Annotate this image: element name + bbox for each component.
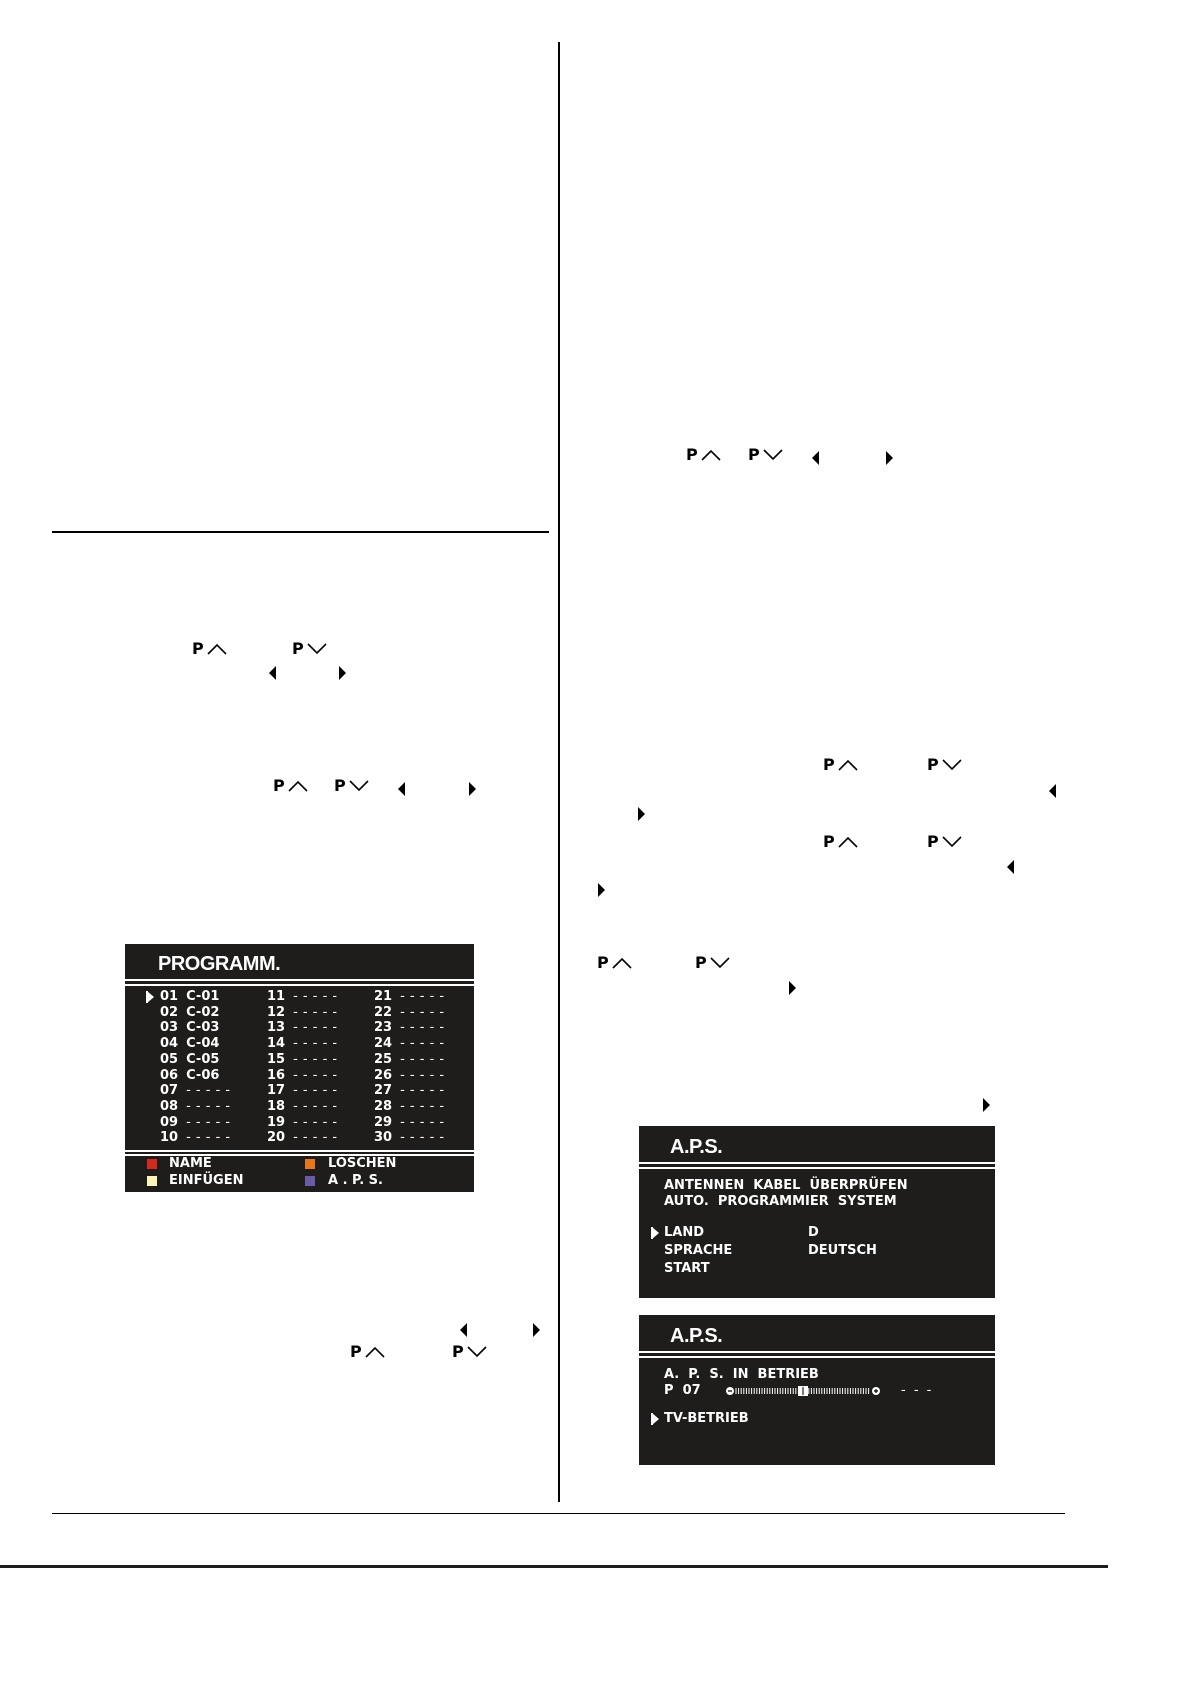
key-program-down: P	[334, 776, 369, 796]
channel-name: C-01	[186, 989, 220, 1004]
right-triangle-icon	[598, 883, 606, 897]
channel-number: 20	[267, 1130, 286, 1146]
aps-info-line-1: ANTENNEN KABEL ÜBERPRÜFEN	[664, 1178, 908, 1193]
key-program-up: P	[350, 1342, 385, 1362]
channel-number: 09	[160, 1114, 179, 1130]
channel-name: - - - - -	[293, 1130, 338, 1146]
key-right	[533, 1320, 541, 1340]
page-bottom-band	[0, 1565, 1108, 1568]
left-triangle-icon	[460, 1323, 468, 1337]
key-right	[469, 779, 477, 799]
key-left	[398, 779, 406, 799]
key-program-up: P	[273, 776, 308, 796]
osd-title: A.P.S.	[670, 1325, 723, 1347]
osd-divider	[639, 1167, 995, 1169]
aps-program-number: P 07	[664, 1383, 701, 1398]
key-program-down: P	[927, 755, 962, 775]
channel-number: 06	[160, 1067, 179, 1083]
channel-row[interactable]	[374, 1115, 445, 1131]
key-left	[1007, 857, 1015, 877]
channel-name: - - - - -	[400, 1130, 445, 1146]
menu-item-sprache[interactable]: SPRACHE	[664, 1243, 733, 1258]
key-program-down: P	[292, 639, 327, 659]
channel-row[interactable]	[267, 1068, 338, 1084]
channel-number: 11	[267, 989, 286, 1004]
left-triangle-icon	[269, 666, 277, 680]
aps-status: A. P. S. IN BETRIEB	[664, 1367, 819, 1382]
osd-divider	[639, 1162, 995, 1164]
osd-divider	[639, 1356, 995, 1358]
channel-name: - - - - -	[400, 1020, 445, 1036]
channel-number: 16	[267, 1067, 286, 1083]
footer-rule	[52, 1513, 1065, 1514]
key-program-up: P	[686, 445, 721, 465]
channel-number: 29	[374, 1114, 393, 1130]
channel-name: - - - - -	[293, 1004, 338, 1020]
chevron-down-icon	[349, 780, 369, 792]
channel-name: - - - - -	[400, 1036, 445, 1052]
key-program-down: P	[452, 1342, 487, 1362]
channel-row[interactable]	[374, 1068, 445, 1084]
channel-number: 08	[160, 1098, 179, 1114]
land-value: D	[808, 1225, 819, 1240]
channel-row[interactable]	[160, 1083, 231, 1099]
osd-title: PROGRAMM.	[158, 953, 281, 975]
channel-name: - - - - -	[293, 989, 338, 1004]
key-right	[598, 880, 606, 900]
channel-row[interactable]	[374, 1099, 445, 1115]
key-left	[812, 448, 820, 468]
key-program-up: P	[597, 953, 632, 973]
channel-number: 18	[267, 1098, 286, 1114]
channel-name: - - - - -	[293, 1083, 338, 1099]
key-left	[460, 1320, 468, 1340]
channel-row[interactable]	[267, 1036, 338, 1052]
chevron-up-icon	[838, 836, 858, 848]
chevron-down-icon	[763, 449, 783, 461]
right-triangle-icon	[983, 1098, 991, 1112]
channel-row[interactable]	[267, 1020, 338, 1036]
channel-name: - - - - -	[400, 1098, 445, 1114]
channel-name: - - - - -	[293, 1114, 338, 1130]
channel-name: C-03	[186, 1020, 220, 1036]
channel-number: 12	[267, 1004, 286, 1020]
aps-progress-osd-screen	[639, 1315, 995, 1465]
legend-name: NAME	[169, 1156, 212, 1171]
key-program-down: P	[695, 953, 730, 973]
key-right	[638, 804, 646, 824]
key-program-up: P	[192, 639, 227, 659]
key-program-up: P	[823, 832, 858, 852]
channel-row[interactable]	[160, 1020, 219, 1036]
key-program-down: P	[927, 832, 962, 852]
channel-row[interactable]	[374, 989, 445, 1005]
key-left	[1049, 781, 1057, 801]
programm-osd-screen	[125, 944, 474, 1192]
channel-name: - - - - -	[400, 989, 445, 1004]
channel-row[interactable]	[374, 1020, 445, 1036]
channel-number: 05	[160, 1051, 179, 1067]
key-left	[269, 663, 277, 683]
chevron-up-icon	[612, 957, 632, 969]
channel-row[interactable]	[160, 989, 219, 1005]
selection-pointer-icon	[146, 990, 155, 1004]
key-right	[983, 1095, 991, 1115]
menu-item-tv-betrieb[interactable]: TV-BETRIEB	[664, 1411, 749, 1426]
channel-number: 01	[160, 989, 179, 1004]
channel-number: 22	[374, 1004, 393, 1020]
right-triangle-icon	[339, 666, 347, 680]
channel-row[interactable]	[160, 1068, 219, 1084]
channel-number: 04	[160, 1036, 179, 1052]
channel-name: - - - - -	[293, 1020, 338, 1036]
tuning-progress-bar	[725, 1385, 881, 1397]
right-triangle-icon	[638, 807, 646, 821]
channel-row[interactable]	[374, 1130, 445, 1146]
key-right	[886, 448, 894, 468]
right-triangle-icon	[886, 451, 894, 465]
left-triangle-icon	[1007, 860, 1015, 874]
legend-einfuegen: EINFÜGEN	[169, 1173, 244, 1188]
channel-row[interactable]	[267, 989, 338, 1005]
channel-number: 25	[374, 1051, 393, 1067]
right-triangle-icon	[469, 782, 477, 796]
channel-row[interactable]	[160, 1005, 219, 1021]
right-triangle-icon	[533, 1323, 541, 1337]
channel-name: - - - - -	[186, 1083, 231, 1099]
channel-row[interactable]	[160, 1130, 231, 1146]
channel-number: 03	[160, 1020, 179, 1036]
channel-row[interactable]	[374, 1036, 445, 1052]
channel-name: - - - - -	[293, 1098, 338, 1114]
osd-title: A.P.S.	[670, 1136, 723, 1158]
left-triangle-icon	[812, 451, 820, 465]
chevron-down-icon	[307, 643, 327, 655]
selection-pointer-icon	[651, 1412, 660, 1426]
channel-number: 23	[374, 1020, 393, 1036]
selection-pointer-icon	[651, 1226, 660, 1240]
aps-info-line-2: AUTO. PROGRAMMIER SYSTEM	[664, 1194, 897, 1209]
channel-row[interactable]	[267, 1115, 338, 1131]
channel-row[interactable]	[267, 1052, 338, 1068]
osd-divider	[639, 1351, 995, 1353]
sprache-value: DEUTSCH	[808, 1243, 877, 1258]
right-triangle-icon	[789, 981, 797, 995]
channel-name: - - - - -	[186, 1098, 231, 1114]
left-triangle-icon	[398, 782, 406, 796]
channel-name: - - - - -	[400, 1114, 445, 1130]
chevron-up-icon	[365, 1346, 385, 1358]
channel-number: 13	[267, 1020, 286, 1036]
channel-name: - - - - -	[186, 1114, 231, 1130]
chevron-up-icon	[838, 759, 858, 771]
channel-row[interactable]	[374, 1052, 445, 1068]
menu-item-land[interactable]: LAND	[664, 1225, 705, 1240]
chevron-up-icon	[701, 449, 721, 461]
legend-loeschen: LÖSCHEN	[328, 1156, 397, 1171]
channel-number: 24	[374, 1036, 393, 1052]
channel-number: 17	[267, 1083, 286, 1099]
chevron-down-icon	[942, 759, 962, 771]
channel-row[interactable]	[267, 1099, 338, 1115]
channel-name: - - - - -	[400, 1004, 445, 1020]
aps-osd-screen	[639, 1126, 995, 1298]
key-program-up: P	[823, 755, 858, 775]
channel-number: 28	[374, 1098, 393, 1114]
channel-name: - - - - -	[400, 1067, 445, 1083]
channel-row[interactable]	[267, 1130, 338, 1146]
section-rule	[52, 531, 549, 533]
osd-divider	[125, 984, 474, 986]
channel-name: - - - - -	[293, 1036, 338, 1052]
purple-key-swatch	[305, 1176, 315, 1186]
channel-number: 19	[267, 1114, 286, 1130]
red-key-swatch	[147, 1159, 157, 1169]
left-triangle-icon	[1049, 784, 1057, 798]
channel-number: 27	[374, 1083, 393, 1099]
chevron-up-icon	[207, 643, 227, 655]
channel-name: - - - - -	[400, 1051, 445, 1067]
orange-key-swatch	[305, 1159, 315, 1169]
channel-name: C-06	[186, 1067, 220, 1083]
legend-aps: A . P. S.	[328, 1173, 383, 1188]
channel-row[interactable]	[160, 1115, 231, 1131]
key-right	[789, 978, 797, 998]
osd-divider	[125, 1150, 474, 1152]
channel-number: 26	[374, 1067, 393, 1083]
aps-frequency: - - -	[901, 1383, 934, 1398]
channel-row[interactable]	[160, 1052, 219, 1068]
channel-number: 21	[374, 989, 393, 1004]
key-program-down: P	[748, 445, 783, 465]
channel-row[interactable]	[160, 1036, 219, 1052]
menu-item-start[interactable]: START	[664, 1261, 710, 1276]
channel-name: C-02	[186, 1004, 220, 1020]
channel-name: - - - - -	[400, 1083, 445, 1099]
channel-row[interactable]	[374, 1083, 445, 1099]
column-divider	[558, 42, 560, 1502]
channel-name: C-04	[186, 1036, 220, 1052]
channel-number: 07	[160, 1083, 179, 1099]
channel-name: - - - - -	[293, 1067, 338, 1083]
channel-name: - - - - -	[186, 1130, 231, 1146]
channel-row[interactable]	[160, 1099, 231, 1115]
channel-number: 15	[267, 1051, 286, 1067]
channel-number: 10	[160, 1130, 179, 1146]
channel-row[interactable]	[267, 1083, 338, 1099]
channel-name: - - - - -	[293, 1051, 338, 1067]
chevron-down-icon	[467, 1346, 487, 1358]
chevron-down-icon	[942, 836, 962, 848]
channel-number: 02	[160, 1004, 179, 1020]
channel-name: C-05	[186, 1051, 220, 1067]
channel-row[interactable]	[374, 1005, 445, 1021]
chevron-up-icon	[288, 780, 308, 792]
osd-divider	[125, 979, 474, 981]
yellow-key-swatch	[147, 1176, 157, 1186]
key-right	[339, 663, 347, 683]
chevron-down-icon	[710, 957, 730, 969]
channel-number: 14	[267, 1036, 286, 1052]
channel-row[interactable]	[267, 1005, 338, 1021]
channel-number: 30	[374, 1130, 393, 1146]
